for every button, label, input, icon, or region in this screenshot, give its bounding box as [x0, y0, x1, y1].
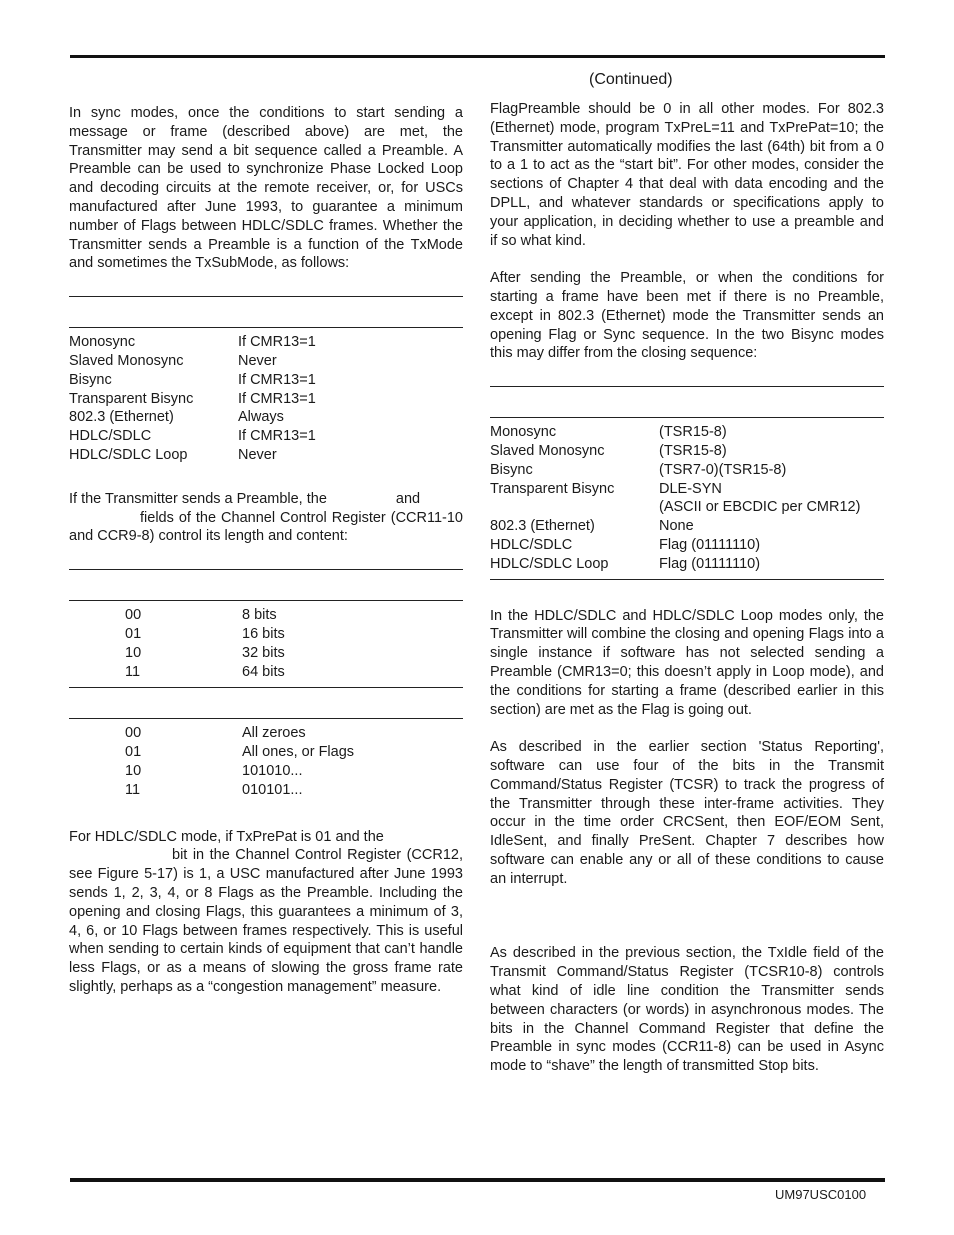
- table-row: [69, 644, 463, 663]
- table-row: [69, 352, 463, 371]
- table-row: [69, 427, 463, 446]
- table-cell-key: 10: [125, 762, 142, 779]
- table-cell-key: 01: [125, 744, 142, 761]
- paragraph-preamble-intro: In sync modes, once the conditions to start sending a message or frame (described above) are met, the Transmitter may send a bit sequence called a Preamble. A Preamble can be used to synchronize Phase Locked Loop and decoding circuits at the remote receiver, or, for USCs manufactured after June 1993, to guarantee a minimum number of Flags between HDLC/SDLC frames. Whether the Transmitter sends a Preamble is a function of the TxMode and sometimes the TxSubMode, as follows:: [69, 105, 463, 272]
- table-cell-value: None: [659, 518, 694, 535]
- table-cell-value: 101010...: [242, 762, 303, 779]
- table-row: [69, 781, 463, 800]
- table-row: [69, 408, 463, 427]
- table-row: [69, 663, 463, 682]
- table-row: [69, 762, 463, 781]
- preamble-pattern-table: [69, 724, 463, 799]
- right-column: [490, 100, 884, 1076]
- table-row: [69, 606, 463, 625]
- table-cell-key: 802.3 (Ethernet): [69, 409, 174, 426]
- table-row: [490, 536, 884, 555]
- table-cell-key: HDLC/SDLC: [490, 536, 573, 553]
- table-cell-value: Flag (01111110): [659, 555, 761, 572]
- table-cell-value: Flag (01111110): [659, 536, 761, 553]
- table-row: [69, 724, 463, 743]
- preamble-length-table: [69, 606, 463, 681]
- table-cell-key: Slaved Monosync: [69, 352, 184, 369]
- table-cell-value: All ones, or Flags: [242, 744, 355, 761]
- table-cell-key: Monosync: [69, 334, 136, 351]
- paragraph-flag-preamble: For HDLC/SDLC mode, if TxPrePat is 01 and the bit in the Channel Control Register (CCR12, see Figure 5-17) is 1, a USC manufactured after June 1993 sends 1, 2, 3, 4, or 8 Flags as the Preamble. Including the opening and closing Flags, this guarantees a minimum of 3, 4, 6, or 10 Flags between frames respectively. This is useful when sending to certain kinds of equipment that can’t handle less Flags, or as a means of slowing the gross frame rate slightly, perhaps as a “congestion management” measure.: [69, 828, 463, 995]
- table-cell-key: 11: [125, 663, 141, 680]
- table-row: [69, 625, 463, 644]
- table-cell-key: Slaved Monosync: [490, 442, 605, 459]
- table-cell-key: 00: [125, 725, 142, 742]
- table-cell-key: Monosync: [490, 424, 557, 441]
- table-cell-key: 00: [125, 607, 142, 624]
- paragraph-flagpreamble-modes: FlagPreamble should be 0 in all other modes. For 802.3 (Ethernet) mode, program TxPreL=11 and TxPrePat=10; the Transmitter automatically modifies the last (64th) bit from a 0 to a 1 to act as the “start bit”. For other modes, consider the sections of Chapter 4 that deal with data encoding and the DPLL, and whatever standards or specifications apply to your application, in deciding whether to use a preamble and if so what kind.: [490, 101, 884, 249]
- table-cell-value: (TSR15-8): [659, 442, 727, 459]
- table-cell-value: (ASCII or EBCDIC per CMR12): [659, 499, 861, 516]
- table-row: [69, 743, 463, 762]
- paragraph-preamble-fields: If the Transmitter sends a Preamble, the and fields of the Channel Control Register (CCR11-10 and CCR9-8) control its length and content:: [69, 490, 463, 545]
- table-row: [490, 555, 884, 574]
- paragraph-async-idle: As described in the previous section, the TxIdle field of the Transmit Command/Status Register (TCSR10-8) controls what kind of idle line condition the Transmitter sends between characters (or words) in asynchronous modes. The bits in the Channel Command Register that define the Preamble in sync modes (CCR11-8) can be used in Async mode to “shave” the length of transmitted Stop bits.: [490, 945, 884, 1075]
- table-row: [490, 423, 884, 442]
- table-cell-key: [490, 498, 659, 517]
- table-cell-key: HDLC/SDLC Loop: [490, 555, 609, 572]
- table-cell-value: All zeroes: [242, 725, 306, 742]
- opening-sequence-table: [490, 423, 884, 573]
- table-row: [69, 371, 463, 390]
- table-cell-value: 64 bits: [242, 663, 285, 680]
- table-row: [69, 333, 463, 352]
- left-column: [69, 104, 463, 997]
- table-cell-value: 8 bits: [242, 607, 277, 624]
- table-row: [69, 446, 463, 465]
- table-cell-key: Bisync: [490, 461, 533, 478]
- table-cell-key: Transparent Bisync: [490, 480, 615, 497]
- table-row: [490, 517, 884, 536]
- table-row: [490, 498, 884, 517]
- table-cell-value: If CMR13=1: [238, 334, 316, 351]
- continued-label: (Continued): [589, 71, 673, 88]
- table-cell-value: Never: [238, 352, 277, 369]
- table-row: [490, 442, 884, 461]
- paragraph-combined-flags: In the HDLC/SDLC and HDLC/SDLC Loop modes only, the Transmitter will combine the closing and opening Flags into a single instance if software has not selected sending a Preamble (CMR13=0; this doesn’t apply in Loop mode), and the conditions for starting a frame (described earlier in this section) are met as the Flag is going out.: [490, 607, 884, 718]
- table-cell-value: Always: [238, 409, 284, 426]
- paragraph-opening-sequence: After sending the Preamble, or when the conditions for starting a frame have been met if there is no Preamble, except in 802.3 (Ethernet) mode the Transmitter sends an opening Flag or Sync sequence. In the two Bisync modes this may differ from the closing sequence:: [490, 270, 884, 362]
- table-cell-key: 10: [125, 644, 142, 661]
- table-cell-key: 11: [125, 781, 141, 798]
- table-cell-value: If CMR13=1: [238, 371, 316, 388]
- paragraph-status-reporting: As described in the earlier section 'Status Reporting', software can use four of the bits in the Transmit Command/Status Register (TCSR) to track the progress of the Transmitter through these inter-frame activities. They occur in the time order CRCSent, then EOF/EOM Sent, IdleSent, and finally PreSent. Chapter 7 describes how software can enable any or all of these conditions to cause an interrupt.: [490, 739, 884, 887]
- table-cell-value: If CMR13=1: [238, 390, 316, 407]
- table-cell-key: 802.3 (Ethernet): [490, 518, 595, 535]
- bottom-rule: [70, 1178, 885, 1182]
- table-cell-value: Never: [238, 446, 277, 463]
- table-row: [490, 480, 884, 499]
- document-id: UM97USC0100: [775, 1187, 867, 1202]
- table-cell-value: 32 bits: [242, 644, 285, 661]
- table-row: [69, 390, 463, 409]
- top-rule: [70, 55, 885, 58]
- table-cell-key: Bisync: [69, 371, 112, 388]
- table-cell-key: HDLC/SDLC: [69, 428, 152, 445]
- table-cell-key: 01: [125, 625, 142, 642]
- preamble-mode-table: [69, 333, 463, 465]
- table-cell-value: 16 bits: [242, 625, 285, 642]
- table-cell-key: Transparent Bisync: [69, 390, 194, 407]
- table-cell-value: (TSR15-8): [659, 424, 727, 441]
- table-row: [490, 461, 884, 480]
- table-cell-key: HDLC/SDLC Loop: [69, 446, 188, 463]
- table-cell-value: (TSR7-0)(TSR15-8): [659, 461, 787, 478]
- table-cell-value: DLE-SYN: [659, 480, 722, 497]
- table-cell-value: 010101...: [242, 781, 303, 798]
- table-cell-value: If CMR13=1: [238, 428, 316, 445]
